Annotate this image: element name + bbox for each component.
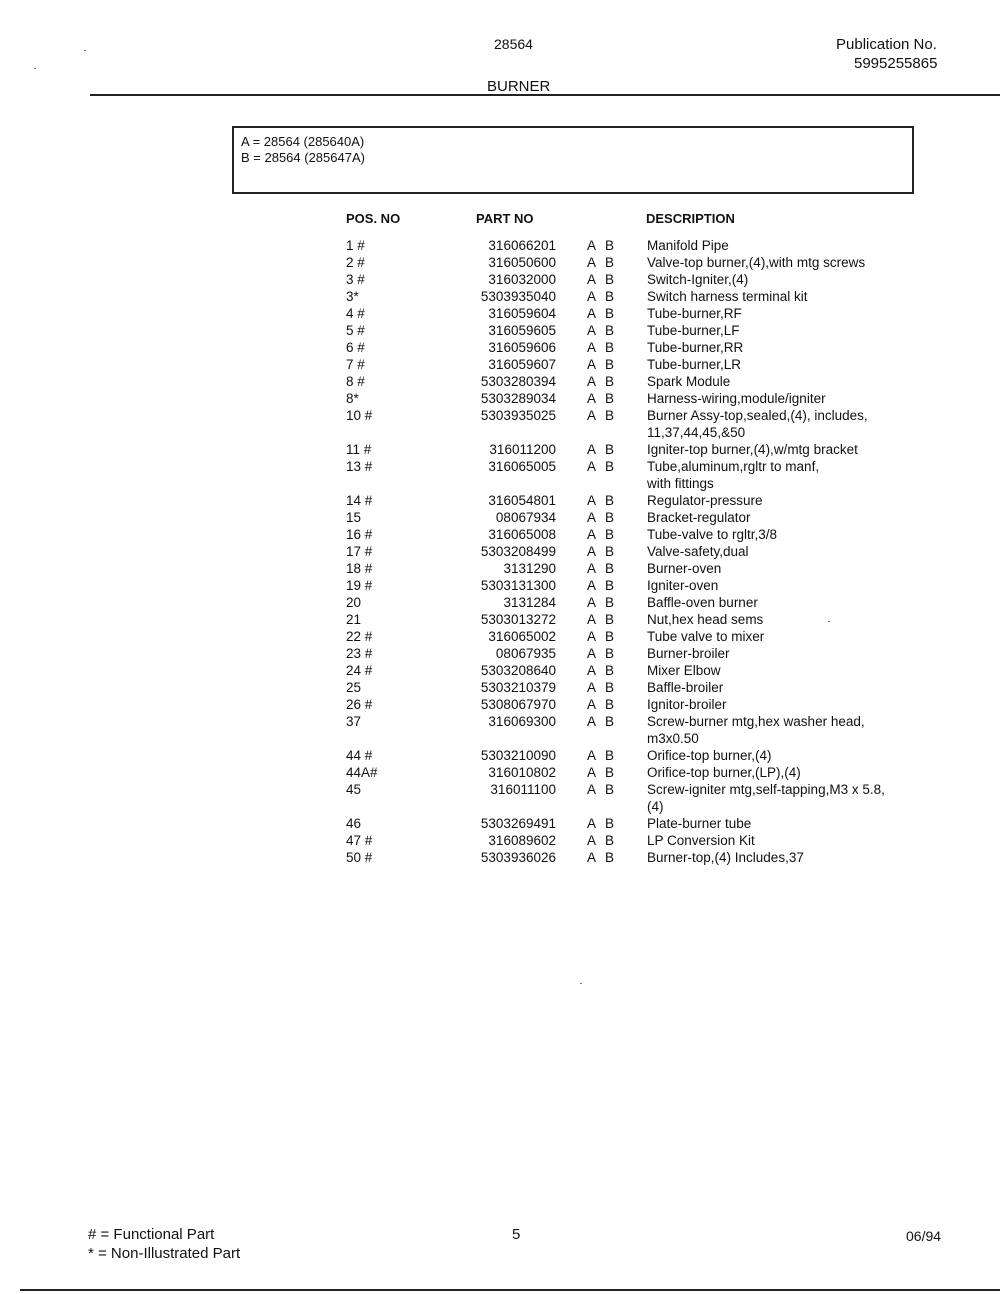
part-number: 316011100: [490, 782, 556, 797]
column-header-description: DESCRIPTION: [646, 211, 735, 226]
part-number: 5303208499: [480, 544, 556, 559]
scan-speck: [828, 621, 830, 622]
pos-number: 17 #: [346, 544, 373, 559]
model-codes: A B: [587, 391, 615, 406]
part-description: Valve-top burner,(4),with mtg screws: [647, 255, 866, 270]
part-number: 316065008: [488, 527, 556, 542]
model-codes: A B: [587, 442, 615, 457]
part-number: 316069300: [488, 714, 556, 729]
part-number: 316066201: [488, 238, 556, 253]
pos-number: 44 #: [346, 748, 373, 763]
pos-number: 18 #: [346, 561, 373, 576]
part-description: Nut,hex head sems: [647, 612, 764, 627]
part-number: 5303935025: [480, 408, 556, 423]
pos-number: 24 #: [346, 663, 373, 678]
part-number: 5303936026: [480, 850, 556, 865]
pos-number: 44A#: [346, 765, 378, 780]
pos-number: 6 #: [346, 340, 365, 355]
part-description: Burner-broiler: [647, 646, 730, 661]
part-number: 5303935040: [480, 289, 556, 304]
part-description: Tube-burner,RR: [647, 340, 744, 355]
legend-functional: # = Functional Part: [88, 1226, 215, 1243]
pos-number: 8*: [346, 391, 359, 406]
part-number: 5303131300: [480, 578, 556, 593]
model-codes: A B: [587, 289, 615, 304]
part-description: Bracket-regulator: [647, 510, 751, 525]
part-number: 5303289034: [480, 391, 556, 406]
pos-number: 13 #: [346, 459, 373, 474]
footer-divider: [20, 1289, 1000, 1291]
pos-number: 5 #: [346, 323, 365, 338]
part-description: Baffle-oven burner: [647, 595, 758, 610]
publication-number: 5995255865: [854, 55, 938, 72]
model-codes: A B: [587, 663, 615, 678]
model-codes: A B: [587, 357, 615, 372]
part-description: Manifold Pipe: [647, 238, 729, 253]
model-codes: A B: [587, 748, 615, 763]
part-number: 316065002: [488, 629, 556, 644]
model-codes: A B: [587, 561, 615, 576]
pos-number: 4 #: [346, 306, 365, 321]
model-codes: A B: [587, 850, 615, 865]
model-codes: A B: [587, 629, 615, 644]
model-codes: A B: [587, 272, 615, 287]
part-number: 316059606: [488, 340, 556, 355]
model-codes: A B: [587, 340, 615, 355]
pos-number: 16 #: [346, 527, 373, 542]
model-codes: A B: [587, 374, 615, 389]
part-number: 316054801: [488, 493, 556, 508]
model-codes: A B: [587, 680, 615, 695]
variant-line: B = 28564 (285647A): [241, 150, 365, 165]
column-header-part: PART NO: [476, 211, 534, 226]
part-number: 5303269491: [480, 816, 556, 831]
part-description-continued: (4): [647, 799, 664, 814]
part-description-continued: m3x0.50: [647, 731, 699, 746]
part-number: 316059607: [488, 357, 556, 372]
model-codes: A B: [587, 697, 615, 712]
part-number: 5303210379: [480, 680, 556, 695]
scan-speck: [84, 50, 86, 51]
part-description: Switch-Igniter,(4): [647, 272, 749, 287]
part-description: Spark Module: [647, 374, 731, 389]
pos-number: 1 #: [346, 238, 365, 253]
part-number: 5303013272: [480, 612, 556, 627]
page-number: 5: [512, 1226, 521, 1243]
model-codes: A B: [587, 646, 615, 661]
part-description: Tube-burner,LR: [647, 357, 742, 372]
pos-number: 3 #: [346, 272, 365, 287]
pos-number: 7 #: [346, 357, 365, 372]
pos-number: 3*: [346, 289, 359, 304]
model-codes: A B: [587, 306, 615, 321]
part-number: 316065005: [488, 459, 556, 474]
column-header-pos: POS. NO: [346, 211, 401, 226]
model-codes: A B: [587, 527, 615, 542]
part-number: 316010802: [488, 765, 556, 780]
page-date: 06/94: [906, 1228, 942, 1244]
model-codes: A B: [587, 714, 615, 729]
model-codes: A B: [587, 765, 615, 780]
part-description: Switch harness terminal kit: [647, 289, 808, 304]
pos-number: 45: [346, 782, 362, 797]
part-description: Harness-wiring,module/igniter: [647, 391, 826, 406]
section-title: BURNER: [487, 78, 551, 95]
part-description: Tube-burner,LF: [647, 323, 740, 338]
model-number: 28564: [494, 36, 533, 52]
part-number: 316011200: [489, 442, 556, 457]
part-number: 316059604: [488, 306, 556, 321]
part-description: Tube-burner,RF: [647, 306, 742, 321]
pos-number: 37: [346, 714, 362, 729]
part-description: Igniter-oven: [647, 578, 719, 593]
part-description-continued: with fittings: [647, 476, 714, 491]
part-description: Burner-oven: [647, 561, 722, 576]
pos-number: 20: [346, 595, 362, 610]
pos-number: 46: [346, 816, 362, 831]
model-codes: A B: [587, 595, 615, 610]
part-description: Regulator-pressure: [647, 493, 763, 508]
pos-number: 10 #: [346, 408, 373, 423]
part-number: 5303280394: [480, 374, 556, 389]
pos-number: 25: [346, 680, 362, 695]
pos-number: 47 #: [346, 833, 373, 848]
part-number: 316050600: [488, 255, 556, 270]
part-description: Burner-top,(4) Includes,37: [647, 850, 804, 865]
variant-line: A = 28564 (285640A): [241, 134, 365, 149]
part-description: Orifice-top burner,(4): [647, 748, 772, 763]
part-number: 316059605: [488, 323, 556, 338]
model-codes: A B: [587, 238, 615, 253]
model-codes: A B: [587, 816, 615, 831]
part-description: LP Conversion Kit: [647, 833, 755, 848]
part-number: 5303208640: [480, 663, 556, 678]
part-description: Orifice-top burner,(LP),(4): [647, 765, 801, 780]
part-number: 08067934: [495, 510, 556, 525]
legend-non-illustrated: * = Non-Illustrated Part: [88, 1245, 241, 1262]
model-codes: A B: [587, 782, 615, 797]
model-codes: A B: [587, 408, 615, 423]
model-codes: A B: [587, 323, 615, 338]
model-codes: A B: [587, 544, 615, 559]
part-number: 5308067970: [480, 697, 556, 712]
part-description: Screw-burner mtg,hex washer head,: [647, 714, 865, 729]
part-number: 3131290: [503, 561, 556, 576]
pos-number: 50 #: [346, 850, 373, 865]
part-description: Tube,aluminum,rgltr to manf,: [647, 459, 820, 474]
part-description-continued: 11,37,44,45,&50: [647, 425, 746, 440]
scan-speck: [34, 68, 36, 69]
model-codes: A B: [587, 833, 615, 848]
pos-number: 19 #: [346, 578, 373, 593]
publication-label: Publication No.: [836, 36, 937, 53]
pos-number: 14 #: [346, 493, 373, 508]
model-codes: A B: [587, 255, 615, 270]
model-codes: A B: [587, 578, 615, 593]
part-number: 5303210090: [480, 748, 556, 763]
model-codes: A B: [587, 612, 615, 627]
part-number: 316089602: [488, 833, 556, 848]
part-number: 3131284: [503, 595, 556, 610]
part-description: Burner Assy-top,sealed,(4), includes,: [647, 408, 868, 423]
pos-number: 15: [346, 510, 362, 525]
pos-number: 2 #: [346, 255, 365, 270]
part-description: Valve-safety,dual: [647, 544, 749, 559]
pos-number: 26 #: [346, 697, 373, 712]
pos-number: 8 #: [346, 374, 365, 389]
pos-number: 11 #: [346, 442, 372, 457]
scan-speck: [580, 983, 582, 984]
part-description: Igniter-top burner,(4),w/mtg bracket: [647, 442, 858, 457]
part-description: Screw-igniter mtg,self-tapping,M3 x 5.8,: [647, 782, 885, 797]
pos-number: 23 #: [346, 646, 373, 661]
model-codes: A B: [587, 459, 615, 474]
part-number: 316032000: [488, 272, 556, 287]
model-codes: A B: [587, 510, 615, 525]
part-description: Tube-valve to rgltr,3/8: [647, 527, 778, 542]
part-number: 08067935: [495, 646, 556, 661]
part-description: Baffle-broiler: [647, 680, 724, 695]
part-description: Mixer Elbow: [647, 663, 721, 678]
pos-number: 22 #: [346, 629, 373, 644]
part-description: Plate-burner tube: [647, 816, 752, 831]
model-codes: A B: [587, 493, 615, 508]
part-description: Tube valve to mixer: [647, 629, 765, 644]
part-description: Ignitor-broiler: [647, 697, 727, 712]
pos-number: 21: [346, 612, 362, 627]
